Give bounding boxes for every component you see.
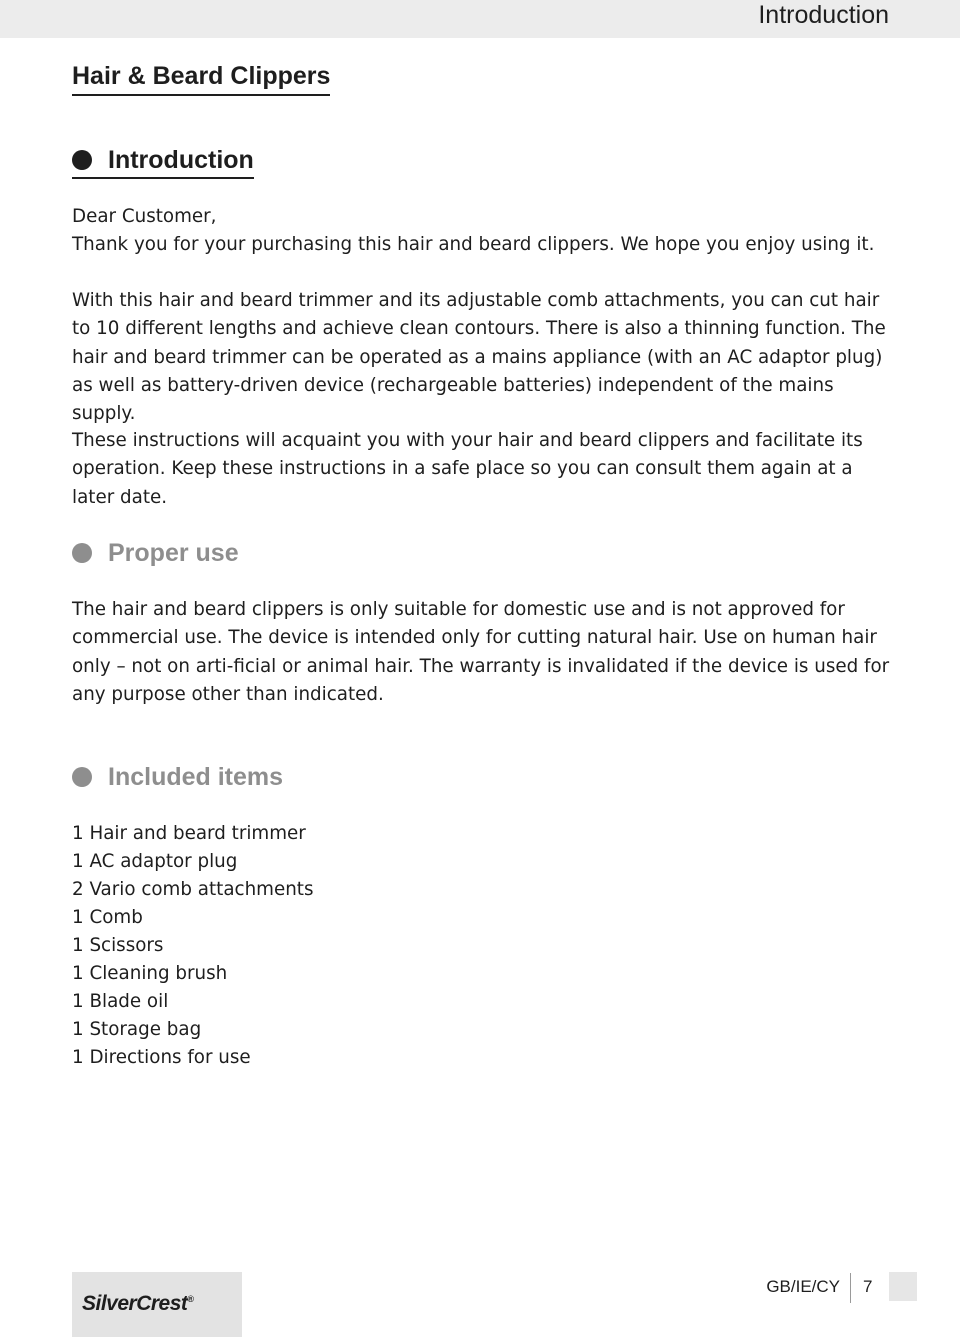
bullet-icon xyxy=(72,543,92,563)
list-item: 1 Storage bag xyxy=(72,1019,202,1040)
introduction-paragraph-1: With this hair and beard trimmer and its adjustable comb attachments, you can cut hair to 10 different lengths and achieve clean contours. There is also a thinning function. The hair and beard trimmer can be operated as a mains appliance (with an AC adaptor plug) as well as battery-driven device (rechargeable batteries) independent of the mains supply. xyxy=(72,290,886,425)
footer-tab-marker xyxy=(889,1272,917,1301)
list-item: 2 Vario comb attachments xyxy=(72,879,314,900)
included-items-heading xyxy=(72,761,283,793)
list-item: 1 Scissors xyxy=(72,935,164,956)
greeting-line: Dear Customer, xyxy=(72,206,217,227)
list-item: 1 AC adaptor plug xyxy=(72,851,238,872)
introduction-heading xyxy=(72,144,254,179)
thanks-line: Thank you for your purchasing this hair and beard clippers. We hope you enjoy using it. xyxy=(72,234,875,255)
bullet-icon xyxy=(72,767,92,787)
proper-use-heading xyxy=(72,537,239,569)
running-header-title: Introduction xyxy=(758,1,889,29)
list-item: 1 Comb xyxy=(72,907,143,928)
proper-use-heading-label: Proper use xyxy=(108,539,239,567)
included-items-list xyxy=(72,820,314,1072)
footer-region-code: GB/IE/CY xyxy=(766,1277,840,1296)
list-item: 1 Cleaning brush xyxy=(72,963,228,984)
list-item: 1 Directions for use xyxy=(72,1047,251,1068)
page-number: 7 xyxy=(863,1277,873,1296)
introduction-heading-label: Introduction xyxy=(108,146,254,174)
bullet-icon xyxy=(72,150,92,170)
footer-divider xyxy=(850,1273,851,1303)
included-items-heading-label: Included items xyxy=(108,763,284,791)
introduction-paragraph-2: These instructions will acquaint you with your hair and beard clippers and facilitate its operation. Keep these instructions in a safe place so you can consult them again at a later date. xyxy=(72,430,863,508)
brand-logo-wordmark: SilverCrest® xyxy=(82,1292,194,1315)
list-item: 1 Hair and beard trimmer xyxy=(72,823,306,844)
list-item: 1 Blade oil xyxy=(72,991,169,1012)
brand-logo xyxy=(72,1272,242,1337)
proper-use-paragraph: The hair and beard clippers is only suitable for domestic use and is not approved for commercial use. The device is intended only for cutting natural hair. Use on human hair only – not on arti-ficial or animal hair. The warranty is invalidated if the device is used for any purpose other than indicated. xyxy=(72,599,890,705)
document-title: Hair & Beard Clippers xyxy=(72,60,330,96)
